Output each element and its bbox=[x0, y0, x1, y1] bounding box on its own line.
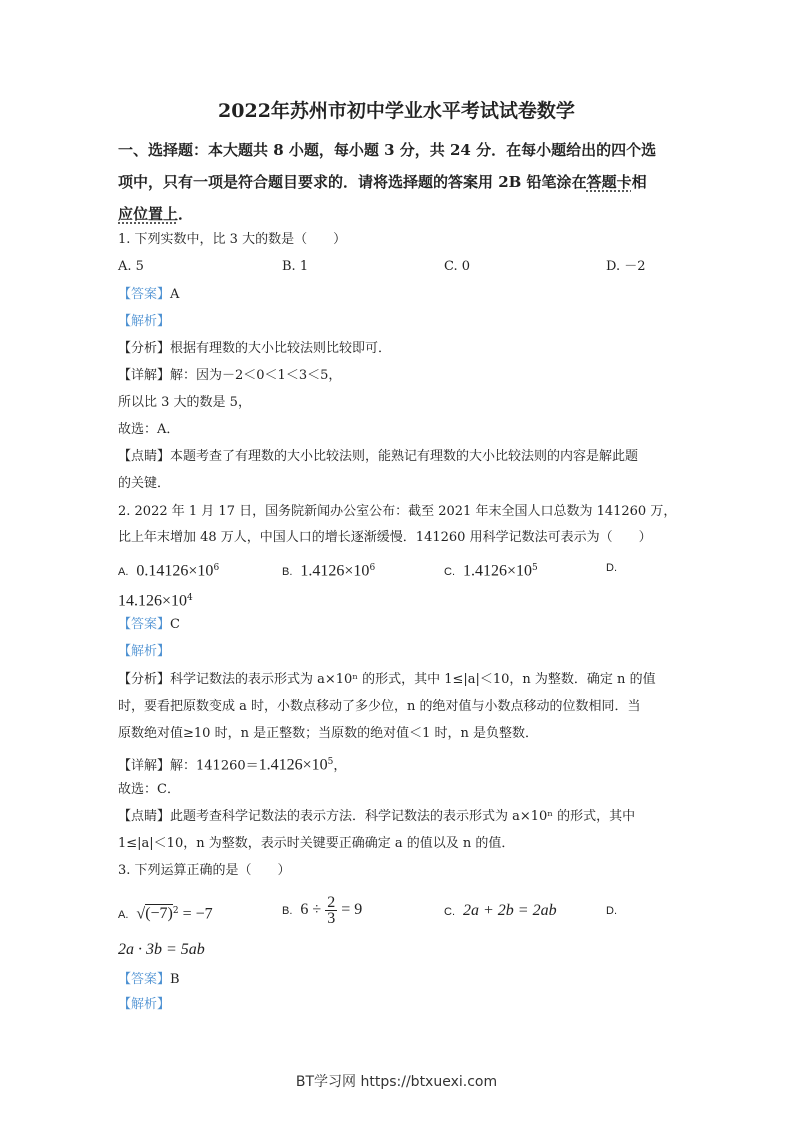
option-math: 6 ÷ bbox=[300, 901, 326, 918]
section-instructions-1: 一、选择题：本大题共 8 小题，每小题 3 分，共 24 分．在每小题给出的四个选 bbox=[118, 141, 657, 159]
q1-option-d: D. －2 bbox=[606, 259, 646, 274]
q1-line: 【分析】根据有理数的大小比较法则比较即可． bbox=[118, 341, 392, 356]
footer-watermark: BT学习网 https://btxuexi.com bbox=[295, 1074, 498, 1090]
q2-option-d bbox=[118, 589, 193, 611]
answer-value: B bbox=[170, 972, 180, 987]
answer-label: 【答案】 bbox=[118, 972, 171, 987]
q1-answer bbox=[118, 286, 179, 304]
exponent: 4 bbox=[187, 593, 193, 603]
option-label: A. bbox=[118, 566, 129, 579]
option-math: = −7 bbox=[178, 905, 213, 923]
q2-analysis-line: 时，要看把原数变成 a 时，小数点移动了多少位，n 的绝对值与小数点移动的位数相同．当 bbox=[118, 699, 641, 714]
radicand: (−7) bbox=[145, 905, 173, 923]
q2-stem-1: 2. 2022 年 1 月 17 日，国务院新闻办公室公布：截至 2021 年末全国人口总数为 141260 万， bbox=[118, 504, 677, 519]
page-title: 2022年苏州市初中学业水平考试试卷数学 bbox=[218, 100, 575, 122]
q1-option-c: C. 0 bbox=[444, 259, 471, 274]
q1-line: 故选：A． bbox=[118, 422, 180, 437]
fraction bbox=[325, 895, 337, 926]
text: 相 bbox=[631, 173, 647, 191]
q3-option-c bbox=[444, 902, 557, 921]
q2-option-d-label bbox=[606, 559, 625, 577]
q3-stem: 3. 下列运算正确的是（ ） bbox=[118, 863, 291, 878]
q1-line: 所以比 3 大的数是 5， bbox=[118, 395, 251, 410]
q2-answer bbox=[118, 616, 180, 634]
q3-option-b bbox=[282, 895, 362, 926]
denominator: 3 bbox=[327, 910, 336, 927]
text: 【详解】解：141260＝ bbox=[118, 758, 259, 774]
q2-analysis-line: 【分析】科学记数法的表示形式为 a×10ⁿ 的形式，其中 1≤|a|＜10，n 为整数．确定 n 的值 bbox=[118, 672, 656, 687]
exponent: 2 bbox=[172, 906, 179, 916]
q3-answer bbox=[118, 971, 180, 989]
q1-analysis-label: 【解析】 bbox=[118, 314, 171, 329]
answer-label: 【答案】 bbox=[118, 287, 171, 302]
q1-option-a: A. 5 bbox=[118, 259, 144, 274]
option-math: 0.14126×10 bbox=[136, 562, 214, 580]
option-label: D. bbox=[606, 905, 617, 917]
q1-line: 【点睛】本题考查了有理数的大小比较法则，能熟记有理数的大小比较法则的内容是解此题 bbox=[118, 449, 639, 464]
option-math: 2a + 2b = 2ab bbox=[463, 902, 557, 919]
q2-option-b bbox=[282, 559, 375, 581]
option-label: B. bbox=[282, 905, 293, 917]
q1-line: 的关键． bbox=[118, 476, 171, 491]
option-label: C. bbox=[444, 566, 455, 579]
q3-option-a bbox=[118, 902, 213, 924]
text: ， bbox=[333, 758, 347, 774]
q2-option-a bbox=[118, 559, 219, 581]
q2-option-c bbox=[444, 559, 538, 581]
q2-comment-line: 【点睛】此题考查科学记数法的表示方法．科学记数法的表示形式为 a×10ⁿ 的形式，其中 bbox=[118, 809, 636, 824]
section-instructions-2 bbox=[118, 172, 647, 192]
emphasis-text: 答题卡 bbox=[586, 173, 632, 191]
math: 1.4126×10 bbox=[258, 756, 328, 774]
q1-stem: 1. 下列实数中，比 3 大的数是（ ） bbox=[118, 232, 347, 247]
option-math: = 9 bbox=[337, 901, 363, 918]
option-math: 2a · 3b = 5ab bbox=[118, 941, 205, 958]
q3-option-d-label bbox=[606, 902, 625, 920]
exponent: 5 bbox=[532, 563, 538, 573]
option-label: C. bbox=[444, 906, 455, 918]
q2-detail bbox=[118, 753, 346, 775]
emphasis-text: 应位置上 bbox=[118, 205, 179, 223]
q2-comment-line: 1≤|a|＜10，n 为整数，表示时关键要正确确定 a 的值以及 n 的值． bbox=[118, 836, 515, 851]
text: 项中，只有一项是符合题目要求的．请将选择题的答案用 2B 铅笔涂在 bbox=[118, 173, 587, 191]
text: ． bbox=[178, 205, 194, 223]
numerator: 2 bbox=[327, 894, 336, 911]
option-math: 14.126×10 bbox=[118, 592, 188, 610]
exponent: 5 bbox=[327, 757, 334, 767]
option-label: B. bbox=[282, 566, 293, 579]
q2-stem-2: 比上年末增加 48 万人，中国人口的增长逐渐缓慢．141260 用科学记数法可表示为（ ） bbox=[118, 530, 652, 545]
answer-label: 【答案】 bbox=[118, 617, 171, 632]
sqrt-symbol: √ bbox=[136, 905, 146, 923]
q3-analysis-label: 【解析】 bbox=[118, 997, 171, 1012]
q1-option-b: B. 1 bbox=[282, 259, 309, 274]
q2-analysis-line: 原数绝对值≥10 时，n 是正整数；当原数的绝对值＜1 时，n 是负整数． bbox=[118, 726, 538, 741]
q2-analysis-label: 【解析】 bbox=[118, 644, 171, 659]
option-label: D. bbox=[606, 562, 617, 574]
option-label: A. bbox=[118, 909, 129, 922]
option-math: 1.4126×10 bbox=[300, 562, 370, 580]
q1-line: 【详解】解：因为－2＜0＜1＜3＜5， bbox=[118, 368, 342, 383]
q3-option-d bbox=[118, 941, 205, 960]
section-instructions-3 bbox=[118, 204, 193, 224]
answer-value: A bbox=[170, 287, 180, 302]
exponent: 6 bbox=[369, 563, 376, 573]
answer-value: C bbox=[170, 617, 180, 632]
option-math: 1.4126×10 bbox=[463, 562, 533, 580]
exponent: 6 bbox=[213, 563, 220, 573]
q2-choose: 故选：C． bbox=[118, 782, 180, 797]
